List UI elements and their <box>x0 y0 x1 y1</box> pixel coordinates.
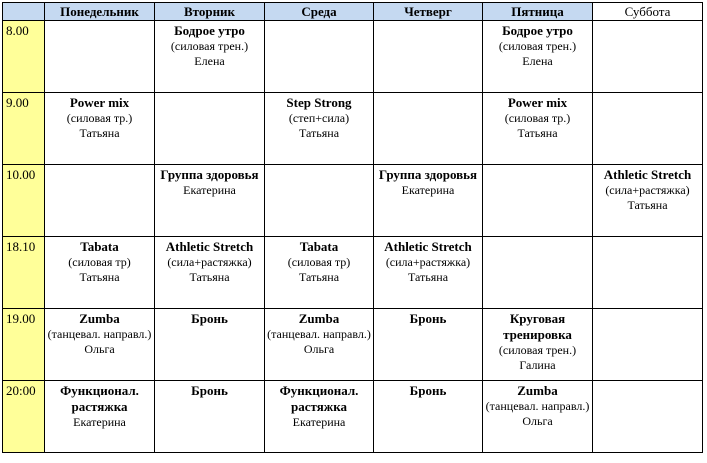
class-type: (силовая трен.) <box>498 39 577 53</box>
day-header-saturday: Суббота <box>593 3 703 21</box>
class-type: (сила+растяжка) <box>167 255 252 269</box>
schedule-row <box>3 165 703 237</box>
class-title: Power mix <box>507 95 568 110</box>
class-title: Tabata <box>299 239 339 254</box>
schedule-cell-wednesday <box>265 93 374 165</box>
class-type: (силовая тр.) <box>66 111 133 125</box>
schedule-cell-tuesday <box>155 93 265 165</box>
class-trainer: Екатерина <box>292 415 346 429</box>
day-header-tuesday: Вторник <box>155 3 265 21</box>
schedule-cell-saturday <box>593 93 703 165</box>
schedule-cell-saturday <box>593 165 703 237</box>
schedule-cell-tuesday <box>155 309 265 381</box>
schedule-cell-thursday <box>374 21 483 93</box>
schedule-cell-monday <box>45 21 155 93</box>
time-cell: 20:00 <box>3 381 45 453</box>
schedule-row <box>3 21 703 93</box>
class-title: Athletic Stretch <box>165 239 254 254</box>
class-type: (силовая трен.) <box>170 39 249 53</box>
class-title: Бронь <box>191 311 228 326</box>
schedule-cell-saturday <box>593 309 703 381</box>
schedule-cell-tuesday <box>155 381 265 453</box>
class-title: Бронь <box>409 383 447 398</box>
class-type: (силовая трен.) <box>498 343 577 357</box>
schedule-cell-wednesday <box>265 381 374 453</box>
time-cell: 8.00 <box>3 21 45 93</box>
time-cell: 9.00 <box>3 93 45 165</box>
schedule-cell-saturday <box>593 21 703 93</box>
schedule-cell-wednesday <box>265 309 374 381</box>
schedule-cell-monday <box>45 381 155 453</box>
class-type: (силовая тр) <box>68 255 131 269</box>
class-trainer: Татьяна <box>517 126 558 140</box>
class-trainer: Татьяна <box>298 270 340 284</box>
schedule-row <box>3 237 703 309</box>
header-row <box>3 3 703 21</box>
class-title: Бронь <box>191 383 228 398</box>
schedule-cell-friday <box>483 381 593 453</box>
schedule-cell-thursday <box>374 237 483 309</box>
schedule-cell-friday <box>483 21 593 93</box>
time-cell: 18.10 <box>3 237 45 309</box>
schedule-cell-monday <box>45 93 155 165</box>
schedule-cell-wednesday <box>265 237 374 309</box>
class-trainer: Галина <box>519 358 556 372</box>
class-trainer: Елена <box>522 54 553 68</box>
class-title: Zumba <box>79 311 120 326</box>
schedule-cell-saturday <box>593 381 703 453</box>
class-title: Функционал. растяжка <box>60 383 139 414</box>
class-title: Группа здоровья <box>378 167 478 182</box>
class-trainer: Екатерина <box>73 415 126 429</box>
time-cell: 10.00 <box>3 165 45 237</box>
schedule-cell-friday <box>483 309 593 381</box>
schedule-cell-friday <box>483 93 593 165</box>
time-cell: 19.00 <box>3 309 45 381</box>
schedule-cell-thursday <box>374 381 483 453</box>
class-trainer: Татьяна <box>189 270 230 284</box>
class-type: (танцевал. направл.) <box>485 399 590 413</box>
day-header-friday: Пятница <box>483 3 593 21</box>
class-type: (танцевал. направл.) <box>267 327 371 341</box>
class-type: (сила+растяжка) <box>605 183 690 197</box>
schedule-cell-thursday <box>374 165 483 237</box>
class-type: (силовая тр) <box>287 255 351 269</box>
schedule-cell-tuesday <box>155 21 265 93</box>
schedule-cell-wednesday <box>265 165 374 237</box>
class-trainer: Елена <box>194 54 225 68</box>
corner-cell <box>3 3 45 21</box>
schedule-row <box>3 309 703 381</box>
schedule-body <box>3 21 703 453</box>
class-trainer: Ольга <box>84 342 115 356</box>
class-trainer: Екатерина <box>401 183 455 197</box>
class-trainer: Екатерина <box>183 183 236 197</box>
day-header-wednesday: Среда <box>265 3 374 21</box>
class-type: (танцевал. направл.) <box>47 327 152 341</box>
class-title: Бронь <box>409 311 447 326</box>
class-trainer: Ольга <box>522 414 553 428</box>
class-trainer: Татьяна <box>79 126 120 140</box>
class-title: Tabata <box>80 239 119 254</box>
class-title: Athletic Stretch <box>384 239 472 254</box>
class-title: Power mix <box>69 95 130 110</box>
schedule-cell-friday <box>483 165 593 237</box>
class-type: (сила+растяжка) <box>385 255 471 269</box>
class-title: Zumba <box>298 311 340 326</box>
day-header-monday: Понедельник <box>45 3 155 21</box>
class-trainer: Татьяна <box>627 198 668 212</box>
schedule-cell-friday <box>483 237 593 309</box>
class-trainer: Ольга <box>303 342 335 356</box>
class-trainer: Татьяна <box>298 126 340 140</box>
class-type: (силовая тр.) <box>504 111 571 125</box>
day-header-thursday: Четверг <box>374 3 483 21</box>
class-type: (степ+сила) <box>288 111 350 125</box>
class-title: Zumba <box>517 383 558 398</box>
class-title: Группа здоровья <box>160 167 259 182</box>
schedule-cell-thursday <box>374 93 483 165</box>
schedule-cell-thursday <box>374 309 483 381</box>
class-title: Athletic Stretch <box>603 167 692 182</box>
class-title: Step Strong <box>286 95 352 110</box>
schedule-cell-monday <box>45 237 155 309</box>
schedule-row <box>3 381 703 453</box>
class-title: Бодрое утро <box>502 23 573 38</box>
schedule-cell-wednesday <box>265 21 374 93</box>
schedule-table <box>2 2 703 453</box>
class-title: Функционал. растяжка <box>279 383 359 414</box>
schedule-cell-saturday <box>593 237 703 309</box>
class-title: Бодрое утро <box>174 23 245 38</box>
class-title: Круговая тренировка <box>503 311 572 342</box>
schedule-cell-tuesday <box>155 237 265 309</box>
schedule-cell-monday <box>45 309 155 381</box>
schedule-row <box>3 93 703 165</box>
class-trainer: Татьяна <box>79 270 120 284</box>
schedule-cell-tuesday <box>155 165 265 237</box>
class-trainer: Татьяна <box>407 270 449 284</box>
schedule-cell-monday <box>45 165 155 237</box>
